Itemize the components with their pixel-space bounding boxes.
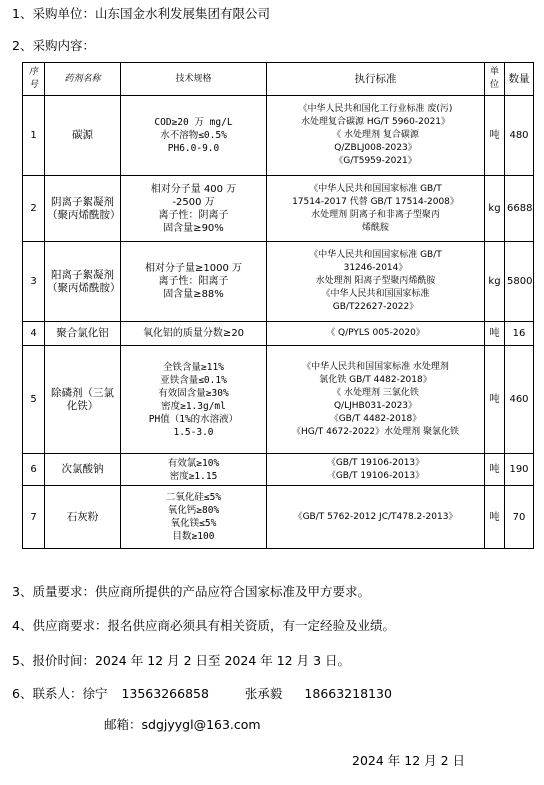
row-seq: 7 xyxy=(23,486,45,549)
row-seq: 1 xyxy=(23,96,45,176)
spec-line: 相对分子量≥1000 万 xyxy=(144,263,242,274)
standard-line: 《 Q/PYLS 005-2020》 xyxy=(326,328,425,338)
spec-line: 离子性：阴离子 xyxy=(158,209,229,221)
row-seq: 6 xyxy=(23,454,45,486)
standard-line: 《中华人民共和国化工行业标准 废(污) xyxy=(298,104,453,114)
standard-line: 《G/T5959-2021》 xyxy=(334,156,417,166)
standard-line: 《中华人民共和国国家标准 GB/T xyxy=(309,183,442,194)
spec-line: 密度≥1.15 xyxy=(169,470,218,482)
table-header-row xyxy=(23,63,534,96)
quote-period: 5、报价时间：2024 年 12 月 2 日至 2024 年 12 月 3 日。 xyxy=(12,653,351,668)
header-standard: 执行标准 xyxy=(267,63,485,96)
email-label: 邮箱： xyxy=(104,717,142,732)
row-unit: 吨 xyxy=(485,322,505,346)
standard-line: 水处理剂 阳离子型聚丙烯酰胺 xyxy=(315,276,436,286)
spec-line: PH值（1%的水溶液） xyxy=(148,413,239,425)
row-unit: kg xyxy=(485,176,505,242)
row-seq: 2 xyxy=(23,176,45,242)
standard-line: Q/ZBLJ008-2023》 xyxy=(334,143,417,153)
table-row xyxy=(23,322,534,346)
contact-label: 6、联系人： xyxy=(12,686,83,701)
row-seq: 3 xyxy=(23,242,45,322)
row-standard xyxy=(267,176,485,242)
row-unit: 吨 xyxy=(485,486,505,549)
row-seq: 4 xyxy=(23,322,45,346)
contact-person-1: 徐宁 xyxy=(82,686,108,701)
header-name: 药剂名称 xyxy=(45,63,121,96)
table-row xyxy=(23,242,534,322)
spec-line: 固含量≥90% xyxy=(163,222,224,234)
purchaser-line: 1、采购单位：山东国金水利发展集团有限公司 xyxy=(12,6,270,21)
row-unit: kg xyxy=(485,242,505,322)
spec-line: 氧化铝的质量分数≥20 xyxy=(142,328,245,339)
row-standard xyxy=(267,96,485,176)
row-name: 阴离子絮凝剂（聚丙烯酰胺） xyxy=(45,176,121,242)
row-name: 次氯酸钠 xyxy=(45,454,121,486)
standard-line: 《GB/T 19106-2013》 xyxy=(326,457,425,468)
standard-line: Q/LJHB031-2023》 xyxy=(333,400,418,411)
row-seq: 5 xyxy=(23,346,45,454)
contact-person-2: 张承毅 xyxy=(244,686,283,701)
row-standard xyxy=(267,242,485,322)
table-row xyxy=(23,176,534,242)
contact-line xyxy=(12,684,392,702)
row-standard xyxy=(267,346,485,454)
standard-line: 《中华人民共和国国家标准 xyxy=(321,289,430,299)
header-seq: 序号 xyxy=(23,63,45,96)
spec-line: 氧化钙≥80% xyxy=(167,505,220,516)
email-line xyxy=(104,715,261,733)
spec-line: 有效固含量≥30% xyxy=(158,387,229,399)
spec-line: -2500 万 xyxy=(172,196,215,208)
spec-line: 全铁含量≥11% xyxy=(163,361,224,373)
spec-line: 氧化镁≤5% xyxy=(170,518,217,529)
row-name: 阳离子絮凝剂（聚丙烯酰胺） xyxy=(45,242,121,322)
contact-phone-2: 18663218130 xyxy=(304,686,392,701)
spec-line: 有效氯≥10% xyxy=(167,457,220,469)
standard-line: 《GB/T 5762-2012 JC/T478.2-2013》 xyxy=(293,511,458,522)
standard-line: 《GB/T 19106-2013》 xyxy=(326,470,425,481)
row-spec xyxy=(121,322,267,346)
standard-line: 17514-2017 代替 GB/T 17514-2008》 xyxy=(292,196,459,207)
row-unit: 吨 xyxy=(485,346,505,454)
row-qty: 190 xyxy=(505,454,534,486)
spec-line: PH6.0-9.0 xyxy=(167,143,220,154)
row-standard xyxy=(267,486,485,549)
row-name: 石灰粉 xyxy=(45,486,121,549)
row-spec xyxy=(121,176,267,242)
row-spec xyxy=(121,486,267,549)
standard-line: 《中华人民共和国国家标准 水处理剂 xyxy=(302,361,449,372)
standard-line: 《 水处理剂 复合碳源 xyxy=(332,130,419,140)
row-name: 除磷剂（三氯化铁） xyxy=(45,346,121,454)
spec-line: COD≥20 万 mg/L xyxy=(154,117,233,128)
issue-date: 2024 年 12 月 2 日 xyxy=(352,753,466,768)
spec-line: 二氧化硅≤5% xyxy=(165,492,222,503)
row-qty: 70 xyxy=(505,486,534,549)
spec-line: 亚铁含量≤0.1% xyxy=(160,374,227,386)
spec-line: 固含量≥88% xyxy=(163,289,224,300)
email-address[interactable]: sdgjyygl@163.com xyxy=(141,717,261,732)
row-spec xyxy=(121,454,267,486)
row-unit: 吨 xyxy=(485,96,505,176)
purchase-content-heading: 2、采购内容： xyxy=(12,38,95,53)
row-qty: 460 xyxy=(505,346,534,454)
items-table xyxy=(22,62,534,549)
header-unit: 单位 xyxy=(485,63,505,96)
row-name: 碳源 xyxy=(45,96,121,176)
table-row xyxy=(23,486,534,549)
standard-line: 《中华人民共和国国家标准 GB/T xyxy=(309,250,442,260)
row-standard xyxy=(267,322,485,346)
header-spec: 技术规格 xyxy=(121,63,267,96)
spec-line: 相对分子量 400 万 xyxy=(150,183,237,195)
row-qty: 16 xyxy=(505,322,534,346)
spec-line: 水不溶物≤0.5% xyxy=(160,130,227,141)
row-name: 聚合氯化铝 xyxy=(45,322,121,346)
spec-line: 目数≥100 xyxy=(172,531,215,542)
standard-line: 《 水处理剂 三氯化铁 xyxy=(332,387,419,398)
row-spec xyxy=(121,346,267,454)
row-standard xyxy=(267,454,485,486)
quality-requirement: 3、质量要求：供应商所提供的产品应符合国家标准及甲方要求。 xyxy=(12,584,370,599)
row-qty: 5800 xyxy=(505,242,534,322)
table-row xyxy=(23,96,534,176)
standard-line: 《HG/T 4672-2022》水处理剂 聚氯化铁 xyxy=(291,426,460,437)
row-spec xyxy=(121,242,267,322)
standard-line: 氯化铁 GB/T 4482-2018》 xyxy=(319,374,432,385)
supplier-requirement: 4、供应商要求：报名供应商必须具有相关资质，有一定经验及业绩。 xyxy=(12,618,395,633)
row-qty: 6688 xyxy=(505,176,534,242)
row-unit: 吨 xyxy=(485,454,505,486)
row-qty: 480 xyxy=(505,96,534,176)
table-row xyxy=(23,346,534,454)
standard-line: 水处理复合碳源 HG/T 5960-2021》 xyxy=(300,117,451,127)
standard-line: 31246-2014》 xyxy=(343,263,408,273)
standard-line: GB/T22627-2022》 xyxy=(332,302,419,312)
table-row xyxy=(23,454,534,486)
spec-line: 密度≥1.3g/ml xyxy=(161,400,226,412)
spec-line: 离子性：阳离子 xyxy=(158,276,229,287)
header-qty: 数量 xyxy=(505,63,534,96)
standard-line: 《GB/T 4482-2018》 xyxy=(329,413,422,424)
standard-line: 烯酰胺 xyxy=(361,222,389,233)
spec-line: 1.5-3.0 xyxy=(173,426,214,438)
contact-phone-1: 13563266858 xyxy=(121,686,209,701)
row-spec xyxy=(121,96,267,176)
standard-line: 水处理剂 阴离子和非离子型聚丙 xyxy=(311,209,440,220)
